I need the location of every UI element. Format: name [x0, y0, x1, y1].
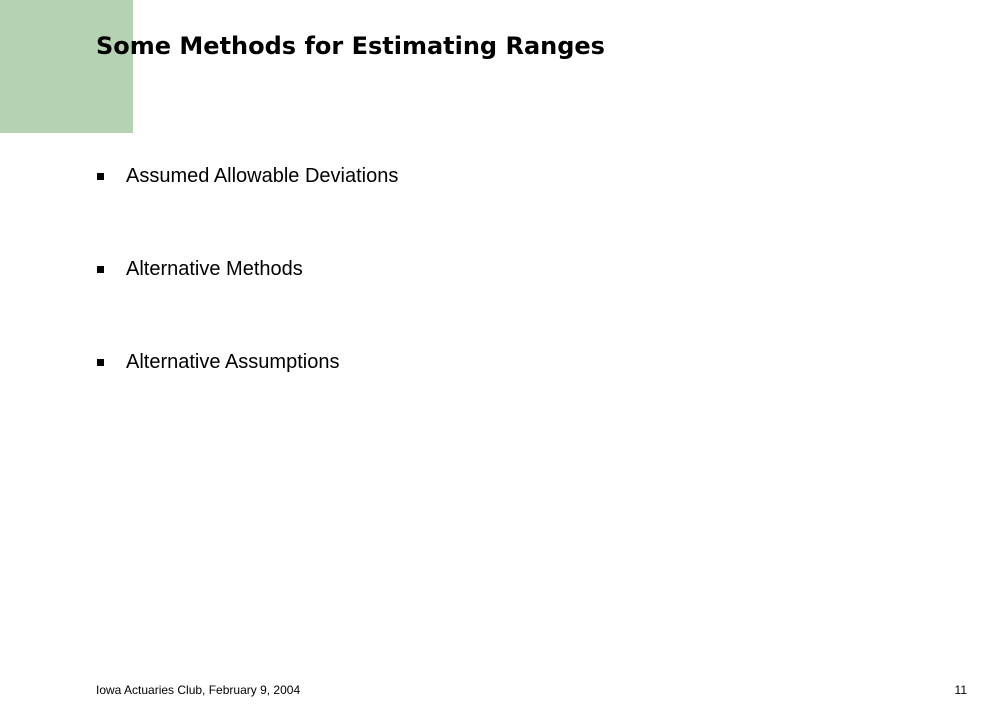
square-bullet-icon	[97, 266, 104, 273]
bullet-text: Assumed Allowable Deviations	[126, 165, 399, 187]
slide-title: Some Methods for Estimating Ranges	[96, 32, 605, 60]
list-item	[97, 252, 398, 286]
bullet-text: Alternative Assumptions	[126, 351, 340, 373]
title-accent-block	[0, 0, 133, 133]
footer-text: Iowa Actuaries Club, February 9, 2004	[96, 683, 301, 697]
page-number: 11	[954, 683, 967, 697]
bullet-list	[97, 159, 398, 438]
square-bullet-icon	[97, 173, 104, 180]
list-item	[97, 159, 398, 193]
list-item	[97, 345, 398, 379]
bullet-text: Alternative Methods	[126, 258, 303, 280]
square-bullet-icon	[97, 359, 104, 366]
